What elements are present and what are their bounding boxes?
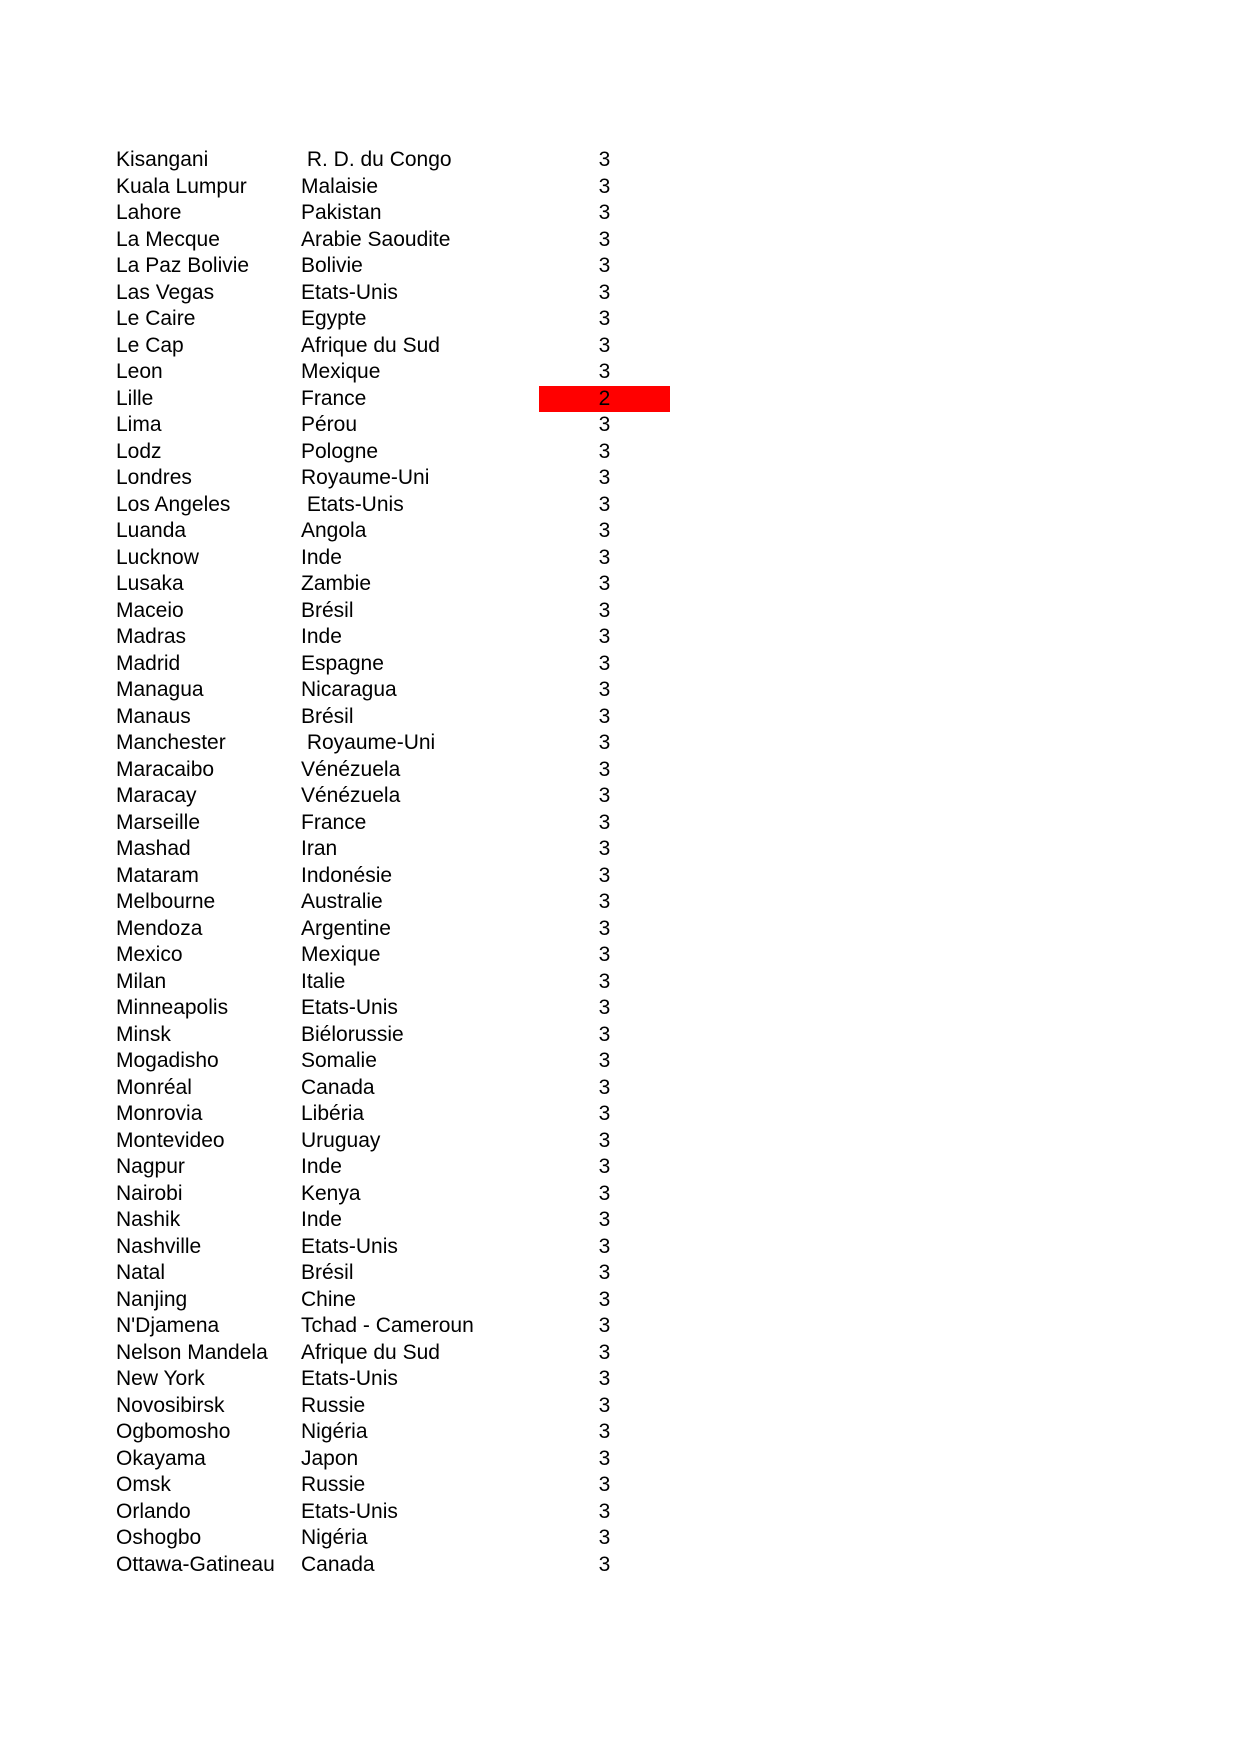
value-cell: 3 [598, 174, 611, 198]
table-row [0, 624, 1241, 651]
country-cell: Inde [301, 1155, 342, 1178]
table-row [0, 1048, 1241, 1075]
value-cell: 3 [598, 1261, 611, 1284]
value-cell: 3 [598, 1234, 611, 1258]
country-cell: Argentine [301, 916, 391, 940]
table-row [0, 704, 1241, 731]
country-cell: Etats-Unis [301, 280, 398, 304]
table-row [0, 1234, 1241, 1261]
table-row [0, 1101, 1241, 1128]
value-cell: 3 [598, 360, 611, 383]
city-cell: Mataram [116, 863, 199, 887]
city-cell: Las Vegas [116, 280, 215, 304]
city-cell: Melbourne [116, 890, 216, 913]
city-cell: Lille [116, 386, 154, 410]
city-cell: Mashad [116, 837, 191, 860]
country-cell: Angola [301, 519, 367, 542]
table-row [0, 942, 1241, 969]
table-row [0, 1128, 1241, 1155]
city-cell: Novosibirsk [116, 1393, 225, 1417]
value-cell: 3 [598, 1049, 611, 1072]
table-row [0, 1419, 1241, 1446]
country-cell: Brésil [301, 1261, 354, 1284]
value-cell: 3 [598, 704, 611, 728]
table-row [0, 836, 1241, 863]
country-cell: Arabie Saoudite [301, 227, 451, 251]
value-cell: 3 [598, 572, 611, 595]
city-cell: Londres [116, 466, 192, 489]
city-cell: Lodz [116, 439, 162, 463]
table-row [0, 174, 1241, 201]
table-row [0, 306, 1241, 333]
city-cell: Kuala Lumpur [116, 174, 247, 198]
city-cell: Maracaibo [116, 757, 215, 781]
value-cell: 3 [598, 307, 611, 330]
value-cell: 3 [598, 148, 611, 171]
country-cell: Canada [301, 1075, 375, 1099]
table-row [0, 1181, 1241, 1208]
value-cell: 3 [598, 810, 611, 834]
table-row [0, 200, 1241, 227]
highlighted-value-cell: 2 [539, 386, 670, 412]
country-cell: Libéria [301, 1102, 365, 1125]
value-cell: 3 [598, 598, 611, 622]
value-cell: 3 [598, 1473, 611, 1496]
city-cell: Okayama [116, 1446, 206, 1470]
city-cell: Managua [116, 678, 204, 701]
country-cell: Inde [301, 545, 342, 569]
value-cell: 3 [598, 1102, 611, 1125]
city-cell: Maracay [116, 784, 197, 807]
country-cell: Kenya [301, 1181, 361, 1205]
value-cell: 3 [598, 1552, 611, 1576]
city-cell: Marseille [116, 810, 201, 834]
country-cell: Mexique [301, 943, 381, 966]
table-row [0, 598, 1241, 625]
city-cell: Le Caire [116, 307, 196, 330]
table-row [0, 545, 1241, 572]
value-cell: 3 [598, 1208, 611, 1231]
city-cell: Madrid [116, 651, 181, 675]
country-cell: Indonésie [301, 863, 393, 887]
country-cell: Australie [301, 890, 383, 913]
country-cell: Somalie [301, 1049, 377, 1072]
country-cell: Russie [301, 1473, 366, 1496]
value-cell: 3 [598, 890, 611, 913]
city-cell: La Paz Bolivie [116, 254, 250, 277]
table-row [0, 889, 1241, 916]
value-cell: 3 [598, 651, 611, 675]
value-cell: 3 [598, 916, 611, 940]
table-row [0, 1552, 1241, 1579]
country-cell: Royaume-Uni [301, 466, 430, 489]
value-cell: 3 [598, 625, 611, 648]
city-cell: Milan [116, 969, 167, 993]
city-cell: Nagpur [116, 1155, 185, 1178]
country-cell: Pologne [301, 439, 379, 463]
city-cell: La Mecque [116, 227, 220, 251]
table-row [0, 651, 1241, 678]
table-row [0, 995, 1241, 1022]
table-row [0, 863, 1241, 890]
table-row [0, 412, 1241, 439]
country-cell: Etats-Unis [301, 1367, 398, 1390]
city-cell: Lusaka [116, 572, 184, 595]
country-cell: Mexique [301, 360, 381, 383]
country-cell: Tchad - Cameroun [301, 1314, 474, 1337]
value-cell: 3 [598, 413, 611, 436]
city-cell: Lahore [116, 201, 182, 224]
table-row [0, 1340, 1241, 1367]
country-cell: Uruguay [301, 1128, 381, 1152]
city-cell: Nairobi [116, 1181, 183, 1205]
country-cell: Japon [301, 1446, 359, 1470]
country-cell: Afrique du Sud [301, 1340, 440, 1364]
country-cell: Espagne [301, 651, 384, 675]
table-row [0, 386, 1241, 413]
table-row [0, 969, 1241, 996]
country-cell: Egypte [301, 307, 367, 330]
value-cell: 3 [598, 201, 611, 224]
value-cell: 3 [598, 1393, 611, 1417]
city-cell: Orlando [116, 1499, 191, 1523]
country-cell: Malaisie [301, 174, 379, 198]
country-cell: France [301, 810, 367, 834]
country-cell: Vénézuela [301, 784, 401, 807]
city-cell: Natal [116, 1261, 166, 1284]
city-cell: Mogadisho [116, 1049, 219, 1072]
city-cell: N'Djamena [116, 1314, 220, 1337]
country-cell: R. D. du Congo [301, 148, 452, 171]
table-row [0, 1525, 1241, 1552]
city-cell: Ottawa-Gatineau [116, 1552, 275, 1576]
table-row [0, 783, 1241, 810]
value-cell: 3 [598, 1446, 611, 1470]
value-cell: 3 [598, 1367, 611, 1390]
city-cell: Le Cap [116, 333, 184, 357]
city-cell: Manaus [116, 704, 191, 728]
table-row [0, 1499, 1241, 1526]
table-row [0, 810, 1241, 837]
country-cell: Nigéria [301, 1526, 368, 1549]
country-cell: Vénézuela [301, 757, 401, 781]
country-cell: Etats-Unis [301, 492, 404, 516]
country-cell: Inde [301, 625, 342, 648]
country-cell: Etats-Unis [301, 1499, 398, 1523]
country-cell: Zambie [301, 572, 372, 595]
country-cell: Russie [301, 1393, 366, 1417]
table-row [0, 492, 1241, 519]
city-cell: Luanda [116, 519, 187, 542]
table-row [0, 147, 1241, 174]
table-row [0, 359, 1241, 386]
value-cell: 3 [598, 1340, 611, 1364]
table-row [0, 280, 1241, 307]
country-cell: Pakistan [301, 201, 382, 224]
country-cell: Etats-Unis [301, 996, 398, 1019]
value-cell: 3 [598, 837, 611, 860]
city-cell: Madras [116, 625, 187, 648]
value-cell: 3 [598, 1287, 611, 1311]
city-cell: Monréal [116, 1075, 192, 1099]
table-row [0, 1075, 1241, 1102]
city-cell: Nashik [116, 1208, 181, 1231]
table-row [0, 465, 1241, 492]
table-row [0, 1313, 1241, 1340]
country-cell: Nigéria [301, 1420, 368, 1443]
city-cell: Montevideo [116, 1128, 225, 1152]
city-cell: Lima [116, 413, 162, 436]
city-cell: Oshogbo [116, 1526, 202, 1549]
table-row [0, 1287, 1241, 1314]
table-row [0, 227, 1241, 254]
city-cell: Lucknow [116, 545, 199, 569]
city-cell: Los Angeles [116, 492, 231, 516]
table-row [0, 1366, 1241, 1393]
value-cell: 3 [598, 1420, 611, 1443]
city-cell: Nanjing [116, 1287, 188, 1311]
city-cell: Monrovia [116, 1102, 203, 1125]
value-cell: 3 [598, 545, 611, 569]
country-cell: Pérou [301, 413, 358, 436]
country-cell: Chine [301, 1287, 356, 1311]
country-cell: Iran [301, 837, 338, 860]
value-cell: 3 [598, 1128, 611, 1152]
value-cell: 3 [598, 784, 611, 807]
country-cell: Inde [301, 1208, 342, 1231]
table-row [0, 1207, 1241, 1234]
city-cell: Nelson Mandela [116, 1340, 268, 1364]
city-cell: Minneapolis [116, 996, 229, 1019]
table-row [0, 1154, 1241, 1181]
table-row [0, 518, 1241, 545]
table-row [0, 677, 1241, 704]
country-cell: Brésil [301, 598, 354, 622]
value-cell: 3 [598, 1075, 611, 1099]
value-cell: 3 [598, 969, 611, 993]
table-row [0, 439, 1241, 466]
table-row [0, 1472, 1241, 1499]
value-cell: 3 [598, 731, 611, 754]
table-row [0, 916, 1241, 943]
city-cell: Mexico [116, 943, 183, 966]
country-cell: Canada [301, 1552, 375, 1576]
country-cell: Nicaragua [301, 678, 397, 701]
value-cell: 3 [598, 943, 611, 966]
value-cell: 3 [598, 492, 611, 516]
city-cell: Minsk [116, 1022, 171, 1046]
table-row [0, 1260, 1241, 1287]
city-table [0, 147, 1241, 1578]
city-cell: Kisangani [116, 148, 209, 171]
table-row [0, 333, 1241, 360]
country-cell: Bolivie [301, 254, 363, 277]
table-row [0, 730, 1241, 757]
table-row [0, 1446, 1241, 1473]
city-cell: Nashville [116, 1234, 202, 1258]
value-cell: 3 [598, 519, 611, 542]
value-cell: 3 [598, 863, 611, 887]
table-row [0, 571, 1241, 598]
value-cell: 3 [598, 757, 611, 781]
value-cell: 3 [598, 678, 611, 701]
city-cell: Omsk [116, 1473, 171, 1496]
city-cell: New York [116, 1367, 205, 1390]
value-cell: 3 [598, 1499, 611, 1523]
value-cell: 3 [598, 439, 611, 463]
value-cell: 3 [598, 1022, 611, 1046]
value-cell: 3 [598, 227, 611, 251]
table-row [0, 757, 1241, 784]
city-cell: Ogbomosho [116, 1420, 231, 1443]
value-cell: 3 [598, 1314, 611, 1337]
table-row [0, 1022, 1241, 1049]
table-row [0, 253, 1241, 280]
table-row [0, 1393, 1241, 1420]
value-cell: 3 [598, 466, 611, 489]
country-cell: France [301, 386, 367, 410]
value-cell: 3 [598, 280, 611, 304]
country-cell: Brésil [301, 704, 354, 728]
country-cell: Afrique du Sud [301, 333, 440, 357]
value-cell: 3 [598, 333, 611, 357]
city-cell: Manchester [116, 731, 226, 754]
country-cell: Italie [301, 969, 346, 993]
country-cell: Biélorussie [301, 1022, 404, 1046]
value-cell: 3 [598, 254, 611, 277]
value-cell: 3 [598, 1155, 611, 1178]
country-cell: Royaume-Uni [301, 731, 436, 754]
value-cell: 3 [598, 996, 611, 1019]
value-cell: 3 [598, 1181, 611, 1205]
country-cell: Etats-Unis [301, 1234, 398, 1258]
value-cell: 3 [598, 1526, 611, 1549]
city-cell: Mendoza [116, 916, 203, 940]
city-cell: Leon [116, 360, 163, 383]
city-cell: Maceio [116, 598, 184, 622]
